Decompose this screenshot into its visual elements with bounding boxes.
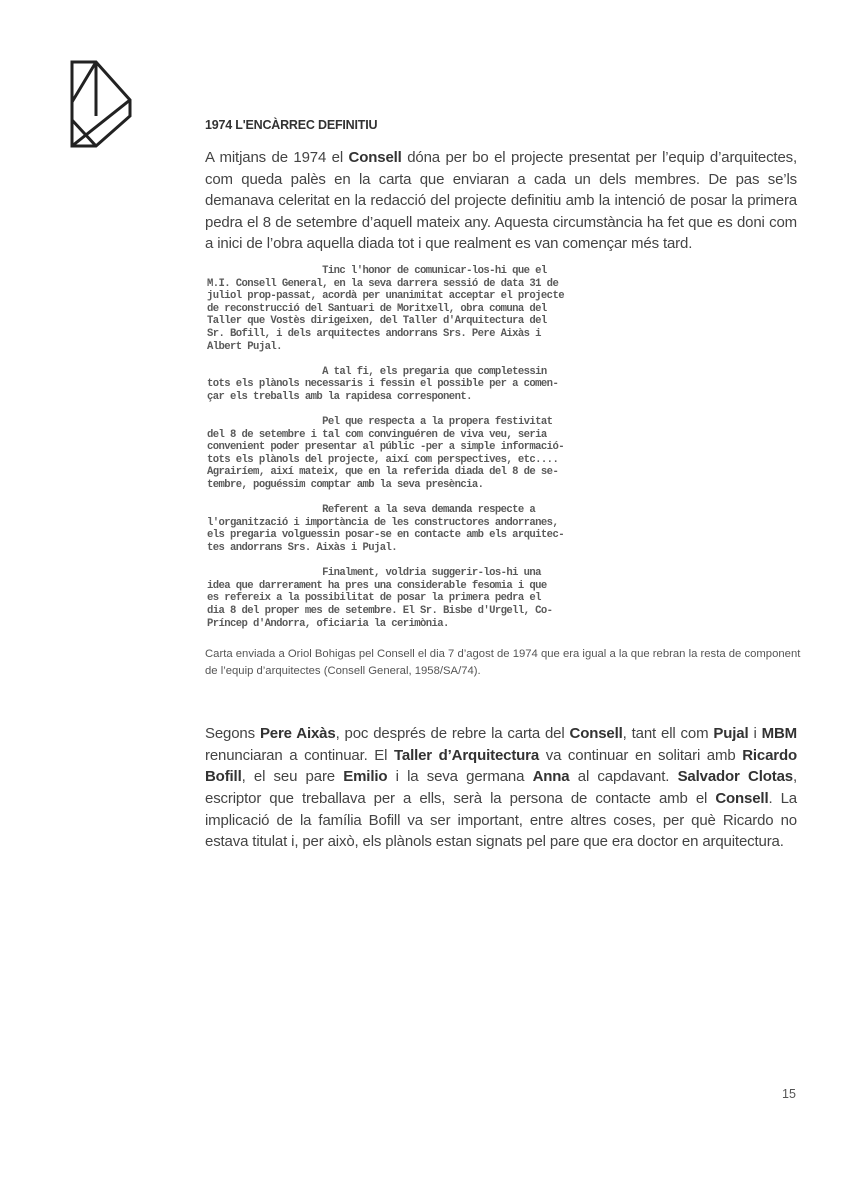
letter-line: idea que darrerament ha pres una considerable fesomia i que: [207, 579, 547, 592]
text-run: A mitjans de 1974 el: [205, 149, 349, 166]
text-run: , tant ell com: [622, 725, 714, 743]
letter-line: es refereix a la possibilitat de posar la primera pedra el: [207, 592, 541, 605]
letter-line: Príncep d'Andorra, oficiaria la cerimònia.: [207, 617, 449, 630]
bold-term: Consell: [715, 789, 769, 807]
text-run: , poc després de rebre la carta del: [335, 725, 570, 743]
text-run: , escriptor que treballava per a ells, serà la persona de contacte amb el: [205, 768, 797, 807]
bold-term: Salvador Clotas: [677, 768, 793, 786]
letter-line: [207, 404, 612, 417]
letter-line: çar els treballs amb la rapidesa corresponent.: [207, 390, 472, 403]
bold-term: Consell: [348, 149, 402, 166]
letter-line: Pel que respecta a la propera festivitat: [207, 416, 553, 429]
text-run: dóna per bo el projecte presentat per l’equip d’arquitectes, com queda palès en la carta que enviaran a cada un dels membres. De pas se’ls demanava celeritat en la redacció del projecte definitiu amb la intenció de posar la primera pedra el 8 de setembre d’aquell mateix any. Aquesta circumstància ha fet que es doni com a inici de l’obra aquella diada tot i que realment es van començar més tard.: [205, 149, 798, 253]
letter-line: tembre, poguéssim comptar amb la seva presència.: [207, 479, 484, 492]
text-run: i: [748, 725, 762, 743]
bold-term: Pere Aixàs: [259, 725, 336, 743]
letter-line: [207, 353, 612, 366]
text-run: . La implicació de la família Bofill va ser important, entre altres coses, per què Ricardo no estava titulat i, per això, els plànols estan signats pel pare que era doctor en arquitectura.: [205, 789, 797, 851]
text-run: i la seva germana: [387, 768, 533, 786]
letter-line: l'organització i importància de les constructores andorranes,: [207, 516, 559, 529]
letter-line: [207, 492, 612, 505]
letter-line: Taller que Vostès dirigeixen, del Taller d'Arquitectura del: [207, 315, 547, 328]
letter-line: tes andorrans Srs. Aixàs i Pujal.: [207, 542, 397, 555]
bold-term: Pujal: [713, 725, 749, 743]
intro-paragraph: [205, 147, 797, 255]
letter-line: del 8 de setembre i tal com convinguéren de viva veu, seria: [207, 428, 547, 441]
bold-term: Taller d’Arquitectura: [393, 746, 540, 764]
page-number: 15: [782, 1087, 796, 1101]
letter-line: M.I. Consell General, en la seva darrera sessió de data 31 de: [207, 277, 559, 290]
bold-term: MBM: [761, 725, 797, 743]
scanned-letter: [207, 265, 612, 630]
letter-line: Finalment, voldria suggerir-los-hi una: [207, 567, 541, 580]
letter-line: de reconstrucció del Santuari de Moritxell, obra comuna del: [207, 302, 547, 315]
letter-line: Tinc l'honor de comunicar-los-hi que el: [207, 264, 547, 277]
letter-line: Sr. Bofill, i dels arquitectes andorrans Srs. Pere Aixàs i: [207, 327, 541, 340]
text-run: renunciaran a continuar. El: [205, 746, 394, 764]
text-run: va continuar en solitari amb: [539, 746, 743, 764]
bold-term: Anna: [532, 768, 570, 786]
letter-line: Albert Pujal.: [207, 340, 282, 353]
letter-line: Referent a la seva demanda respecte a: [207, 504, 536, 517]
letter-line: tots els plànols del projecte, així com perspectives, etc....: [207, 453, 559, 466]
letter-line: convenient poder presentar al públic -per a simple informació-: [207, 441, 564, 454]
bold-term: Ricardo Bofill: [205, 746, 797, 786]
bold-term: Emilio: [343, 768, 388, 786]
body-paragraph: [205, 723, 797, 853]
letter-line: tots els plànols necessaris i fessin el possible per a comen-: [207, 378, 559, 391]
letter-line: dia 8 del proper mes de setembre. El Sr. Bisbe d'Urgell, Co-: [207, 605, 553, 617]
bold-term: Consell: [569, 725, 623, 743]
text-run: , el seu pare: [241, 768, 344, 786]
letter-line: juliol prop-passat, acordà per unanimitat acceptar el projecte: [207, 290, 564, 303]
letter-caption: Carta enviada a Oriol Bohigas pel Consell el dia 7 d’agost de 1974 que era igual a la que rebran la resta de component de l’equip d’arquitectes (Consell General, 1958/SA/74).: [205, 648, 801, 678]
section-heading: 1974 L'ENCÀRREC DEFINITIU: [205, 118, 378, 132]
letter-line: els pregaria volguessin posar-se en contacte amb els arquitec-: [207, 529, 564, 542]
content-column: [205, 147, 801, 853]
letter-line: [207, 555, 612, 568]
logo-icon: [66, 58, 136, 150]
text-run: al capdavant.: [569, 768, 678, 786]
letter-line: A tal fi, els pregaria que completessin: [207, 365, 547, 378]
letter-line: Agrairíem, així mateix, que en la referida diada del 8 de se-: [207, 466, 559, 479]
text-run: Segons: [205, 725, 260, 743]
